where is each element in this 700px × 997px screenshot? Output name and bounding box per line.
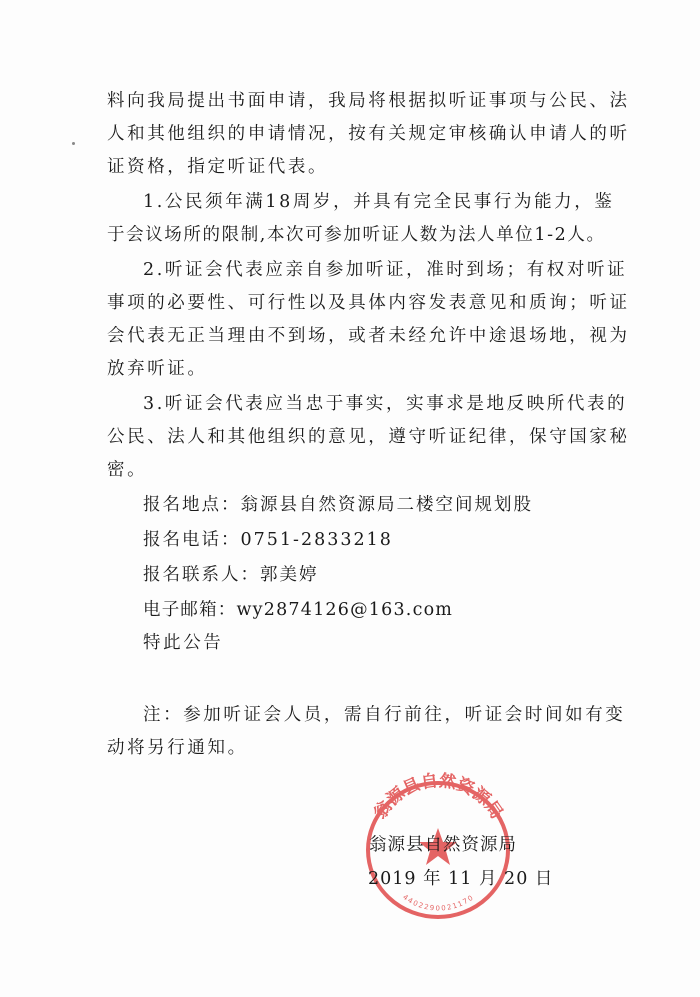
contact-phone: 报名电话：0751-2833218 [143,530,393,550]
intro-line-2: 人和其他组织的申请情况，按有关规定审核确认申请人的听 [107,124,630,144]
item2-line-1: 2.听证会代表应亲自参加听证，准时到场；有权对听证 [143,260,628,280]
item1-line-1: 1.公民须年满18周岁，并具有完全民事行为能力，鉴 [143,192,615,212]
contact-person: 报名联系人：郭美婷 [143,565,319,585]
item3-line-1: 3.听证会代表应当忠于事实，实事求是地反映所代表的 [143,394,628,414]
item2-line-2: 事项的必要性、可行性以及具体内容发表意见和质询；听证 [107,293,630,313]
item2-line-3: 会代表无正当理由不到场，或者未经允许中途退场地，视为 [107,326,630,346]
item3-line-3: 密。 [107,460,148,480]
item3-line-2: 公民、法人和其他组织的意见，遵守听证纪律，保守国家秘 [107,427,630,447]
closing-text: 特此公告 [143,633,224,653]
item1-line-2: 于会议场所的限制,本次可参加听证人数为法人单位1-2人。 [107,225,606,245]
signature-org: 翁源县自然资源局 [369,835,517,855]
note-line-1: 注：参加听证会人员，需自行前往，听证会时间如有变 [143,705,626,725]
seal-code-text: 4402290021170 [401,893,476,913]
scan-speck [72,142,75,145]
seal-arc-text: 翁源县自然资源局 [370,771,507,823]
contact-location: 报名地点：翁源县自然资源局二楼空间规划股 [143,495,533,515]
intro-line-1: 料向我局提出书面申请，我局将根据拟听证事项与公民、法 [107,91,630,111]
contact-email: 电子邮箱：wy2874126@163.com [143,600,454,620]
item2-line-4: 放弃听证。 [107,359,208,379]
note-line-2: 动将另行通知。 [107,738,248,758]
signature-date: 2019 年 11 月 20 日 [368,869,554,889]
intro-line-3: 证资格，指定听证代表。 [107,157,329,177]
